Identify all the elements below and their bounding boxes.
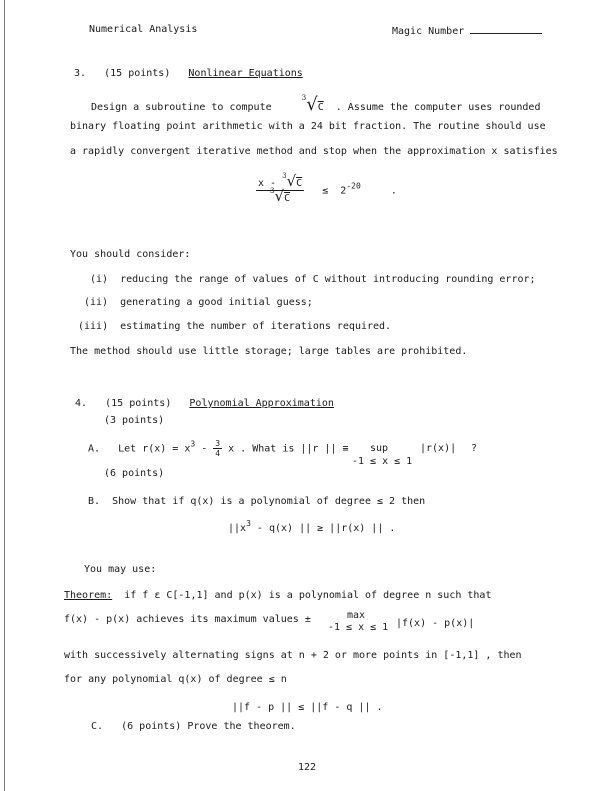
course-title: Numerical Analysis <box>89 24 198 35</box>
q4-title: Polynomial Approximation <box>189 398 334 409</box>
q4b-points: (6 points) <box>104 468 165 479</box>
q3-line2: binary floating point arithmetic with a 24 bit fraction. The routine should use <box>70 121 546 132</box>
q4b-formula-b: - q(x) || ≥ ||r(x) || . <box>256 523 396 534</box>
item-text: estimating the number of iterations required. <box>120 321 392 332</box>
criterion-radicand-num: C <box>296 178 303 189</box>
q4a-frac-num: 3 <box>215 439 221 448</box>
criterion-radicand-den: C <box>284 193 291 204</box>
q4a-line <box>88 439 349 458</box>
q4c-text: (6 points) Prove the theorem. <box>121 721 296 732</box>
q4a-frac-den: 4 <box>215 449 221 458</box>
storage-note: The method should use little storage; large tables are prohibited. <box>70 346 468 357</box>
item-text: reducing the range of values of C without introducing rounding error; <box>120 274 536 285</box>
magic-number-field <box>392 24 542 37</box>
q4-points: (15 points) <box>105 398 172 409</box>
q4-heading <box>75 398 334 409</box>
q4b-text: Show that if q(x) is a polynomial of degree ≤ 2 then <box>112 496 426 507</box>
q3-line1-text-b: . Assume the computer uses rounded <box>335 102 541 113</box>
item-tag: (iii) <box>78 321 109 332</box>
theorem-line4: for any polynomial q(x) of degree ≤ n <box>64 674 287 685</box>
q4a-question-mark: ? <box>471 443 478 454</box>
criterion-index-den: 3 <box>270 187 275 195</box>
q3-line1-text-a: Design a subroutine to compute <box>91 102 272 113</box>
consider-item-3 <box>78 321 391 332</box>
theorem-line3: with successively alternating signs at n + 2 or more points in [-1,1] , then <box>64 650 522 661</box>
q4c-label: C. <box>91 721 104 732</box>
cube-root-c: $^3$√C <box>301 94 324 115</box>
q4b-label: B. <box>88 496 101 507</box>
q4c-line <box>91 721 296 732</box>
item-text: generating a good initial guess; <box>120 297 313 308</box>
page-edge-rule <box>4 0 5 791</box>
criterion-numerator: x - <box>258 178 277 189</box>
page-number: 122 <box>298 762 317 773</box>
theorem-line1 <box>64 590 491 601</box>
item-tag: (i) <box>90 274 109 285</box>
theorem-max-word: max <box>347 610 366 621</box>
q4a-text-1: Let r(x) = x <box>118 443 191 455</box>
q3-title: Nonlinear Equations <box>188 68 303 79</box>
q3-points: (15 points) <box>104 68 171 79</box>
criterion-base: 2 <box>340 185 347 197</box>
q4a-fraction <box>213 439 222 458</box>
q4a-rx: |r(x)| <box>420 443 457 454</box>
consider-heading: You should consider: <box>70 249 191 260</box>
q4a-sup-word: sup <box>370 443 389 454</box>
q4a-minus: - <box>201 443 208 455</box>
theorem-text-1: if f ε C[-1,1] and p(x) is a polynomial of degree n such that <box>124 590 492 601</box>
item-tag: (ii) <box>84 297 109 308</box>
may-use: You may use: <box>84 564 157 575</box>
theorem-max-range: -1 ≤ x ≤ 1 <box>328 622 389 633</box>
magic-number-blank <box>470 24 542 34</box>
magic-number-label: Magic Number <box>392 26 465 37</box>
theorem-label: Theorem: <box>64 590 113 601</box>
q3-line1 <box>91 94 540 115</box>
q3-number: 3. <box>74 68 87 79</box>
q4a-points: (3 points) <box>104 415 165 426</box>
q4b-exponent: 3 <box>246 519 251 528</box>
q3-line3: a rapidly convergent iterative method and stop when the approximation x satisfies <box>70 146 558 157</box>
q4b-formula-a: ||x <box>228 523 247 534</box>
q4a-exponent: 3 <box>190 439 196 449</box>
q4b-formula <box>228 519 395 534</box>
consider-item-2 <box>84 297 313 308</box>
q4a-sup-range: -1 ≤ x ≤ 1 <box>352 456 413 467</box>
q3-stop-criterion <box>256 172 397 205</box>
q4b-line <box>88 496 425 507</box>
cube-root-index: 3 <box>301 94 307 102</box>
criterion-le: ≤ <box>322 185 329 197</box>
q4-number: 4. <box>75 398 88 409</box>
radicand: C <box>317 102 324 113</box>
criterion-fraction: $\frac{x - ^3√C}{^3√C}$ <box>258 172 303 205</box>
consider-item-1 <box>90 274 536 285</box>
theorem-line2: f(x) - p(x) achieves its maximum values ± <box>64 614 311 625</box>
q4a-label: A. <box>88 443 101 455</box>
theorem-formula: ||f - p || ≤ ||f - q || . <box>232 702 383 713</box>
criterion-index-num: 3 <box>282 172 287 180</box>
criterion-exponent: -20 <box>346 181 361 191</box>
q4a-text-3: x . What is ||r || ≡ <box>228 443 349 455</box>
criterion-period: . <box>390 185 397 197</box>
theorem-abs-diff: |f(x) - p(x)| <box>396 618 475 629</box>
q3-heading <box>74 68 303 79</box>
